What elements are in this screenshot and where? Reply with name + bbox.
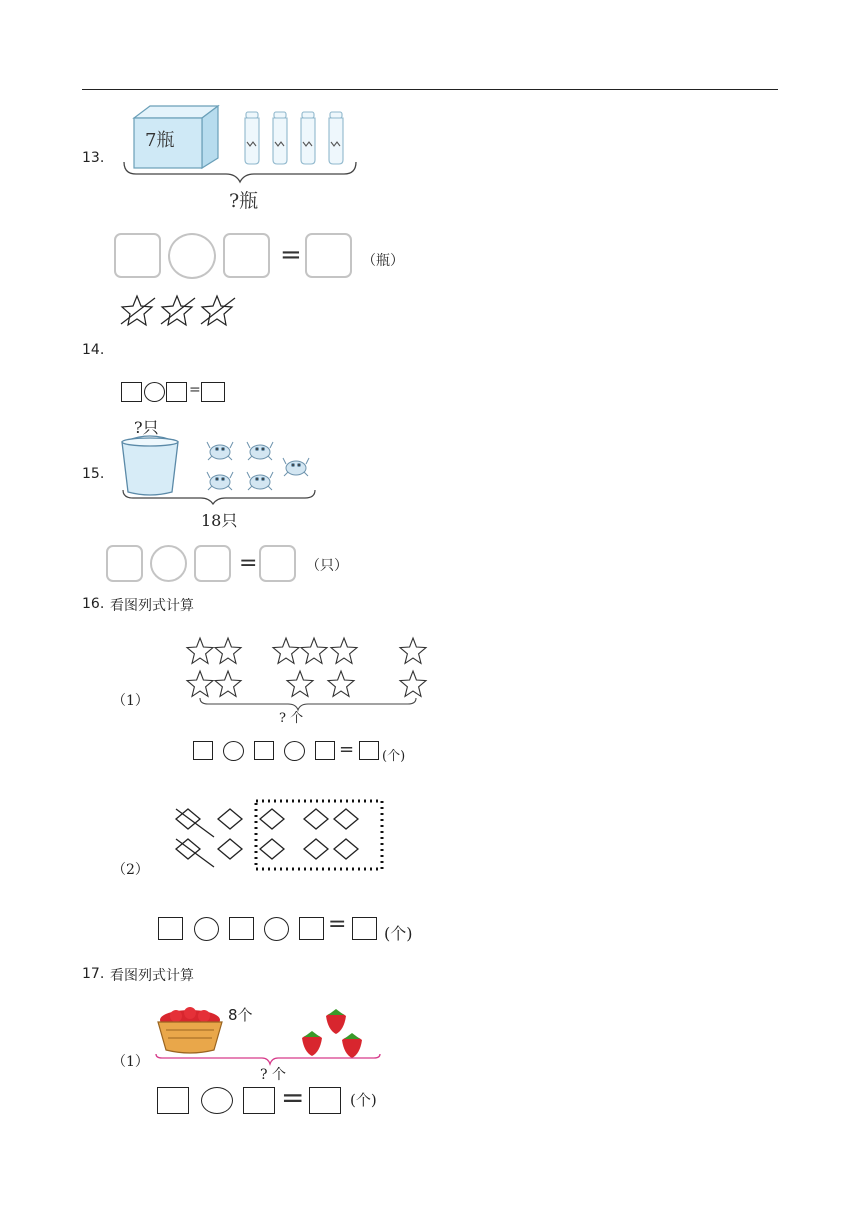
answer-box[interactable] bbox=[166, 382, 187, 402]
answer-box[interactable] bbox=[194, 545, 231, 582]
part-label: （2） bbox=[112, 862, 149, 878]
answer-box[interactable] bbox=[201, 382, 225, 402]
answer-box[interactable] bbox=[106, 545, 143, 582]
question-title: 看图列式计算 bbox=[110, 968, 194, 984]
equals-sign: = bbox=[280, 240, 302, 270]
unit-label: （只） bbox=[306, 558, 348, 574]
operator-circle[interactable] bbox=[194, 917, 219, 941]
operator-circle[interactable] bbox=[223, 741, 244, 761]
total-label: ?瓶 bbox=[229, 190, 259, 212]
q14-stars bbox=[119, 292, 244, 326]
answer-box[interactable] bbox=[114, 233, 161, 278]
question-number: 16. bbox=[82, 596, 105, 612]
operator-circle[interactable] bbox=[264, 917, 289, 941]
answer-box[interactable] bbox=[259, 545, 296, 582]
milk-bottle-icon bbox=[245, 112, 343, 164]
operator-circle[interactable] bbox=[201, 1087, 233, 1114]
bucket-icon bbox=[122, 436, 178, 495]
operator-circle[interactable] bbox=[284, 741, 305, 761]
operator-circle[interactable] bbox=[144, 382, 165, 402]
question-number: 17. bbox=[82, 966, 105, 982]
answer-box[interactable] bbox=[299, 917, 324, 940]
part-label: （1） bbox=[112, 1054, 149, 1070]
operator-circle[interactable] bbox=[168, 233, 216, 279]
star-icon bbox=[121, 296, 235, 325]
answer-box[interactable] bbox=[223, 233, 270, 278]
q16-part1-stars bbox=[186, 636, 436, 722]
unit-label: （瓶） bbox=[362, 253, 404, 269]
box-label: 7瓶 bbox=[145, 130, 175, 151]
question-number: 14. bbox=[82, 342, 105, 358]
answer-box[interactable] bbox=[121, 382, 142, 402]
star-icon bbox=[187, 638, 426, 696]
answer-box[interactable] bbox=[315, 741, 335, 760]
header-rule bbox=[82, 89, 778, 90]
equals-sign: = bbox=[339, 739, 355, 760]
unit-label: (个) bbox=[382, 749, 406, 764]
equals-sign: = bbox=[189, 382, 201, 398]
q17-figure bbox=[152, 1000, 388, 1072]
answer-box[interactable] bbox=[193, 741, 213, 760]
answer-box[interactable] bbox=[305, 233, 352, 278]
total-label: ? 个 bbox=[279, 711, 304, 726]
bucket-label: ?只 bbox=[134, 418, 159, 437]
crab-icon bbox=[207, 442, 309, 490]
answer-box[interactable] bbox=[359, 741, 379, 760]
q16-part2-diamonds bbox=[172, 797, 392, 873]
equals-sign: = bbox=[281, 1081, 305, 1114]
total-label: ? 个 bbox=[260, 1067, 286, 1083]
part-label: （1） bbox=[112, 693, 149, 709]
equals-sign: = bbox=[328, 912, 347, 937]
answer-box[interactable] bbox=[352, 917, 377, 940]
basket-icon bbox=[158, 1007, 222, 1053]
operator-circle[interactable] bbox=[150, 545, 187, 582]
question-title: 看图列式计算 bbox=[110, 598, 194, 614]
unit-label: (个) bbox=[350, 1091, 377, 1109]
answer-box[interactable] bbox=[229, 917, 254, 940]
answer-box[interactable] bbox=[158, 917, 183, 940]
question-number: 15. bbox=[82, 466, 105, 482]
answer-box[interactable] bbox=[309, 1087, 341, 1114]
unit-label: (个) bbox=[384, 924, 413, 943]
answer-box[interactable] bbox=[254, 741, 274, 760]
diamond-icon bbox=[176, 809, 358, 867]
question-number: 13. bbox=[82, 150, 105, 166]
answer-box[interactable] bbox=[243, 1087, 275, 1114]
basket-label: 8个 bbox=[228, 1006, 253, 1024]
equals-sign: = bbox=[239, 551, 258, 576]
q15-figure bbox=[118, 432, 318, 504]
total-label: 18只 bbox=[201, 511, 238, 530]
answer-box[interactable] bbox=[157, 1087, 189, 1114]
strawberry-icon bbox=[302, 1009, 362, 1058]
